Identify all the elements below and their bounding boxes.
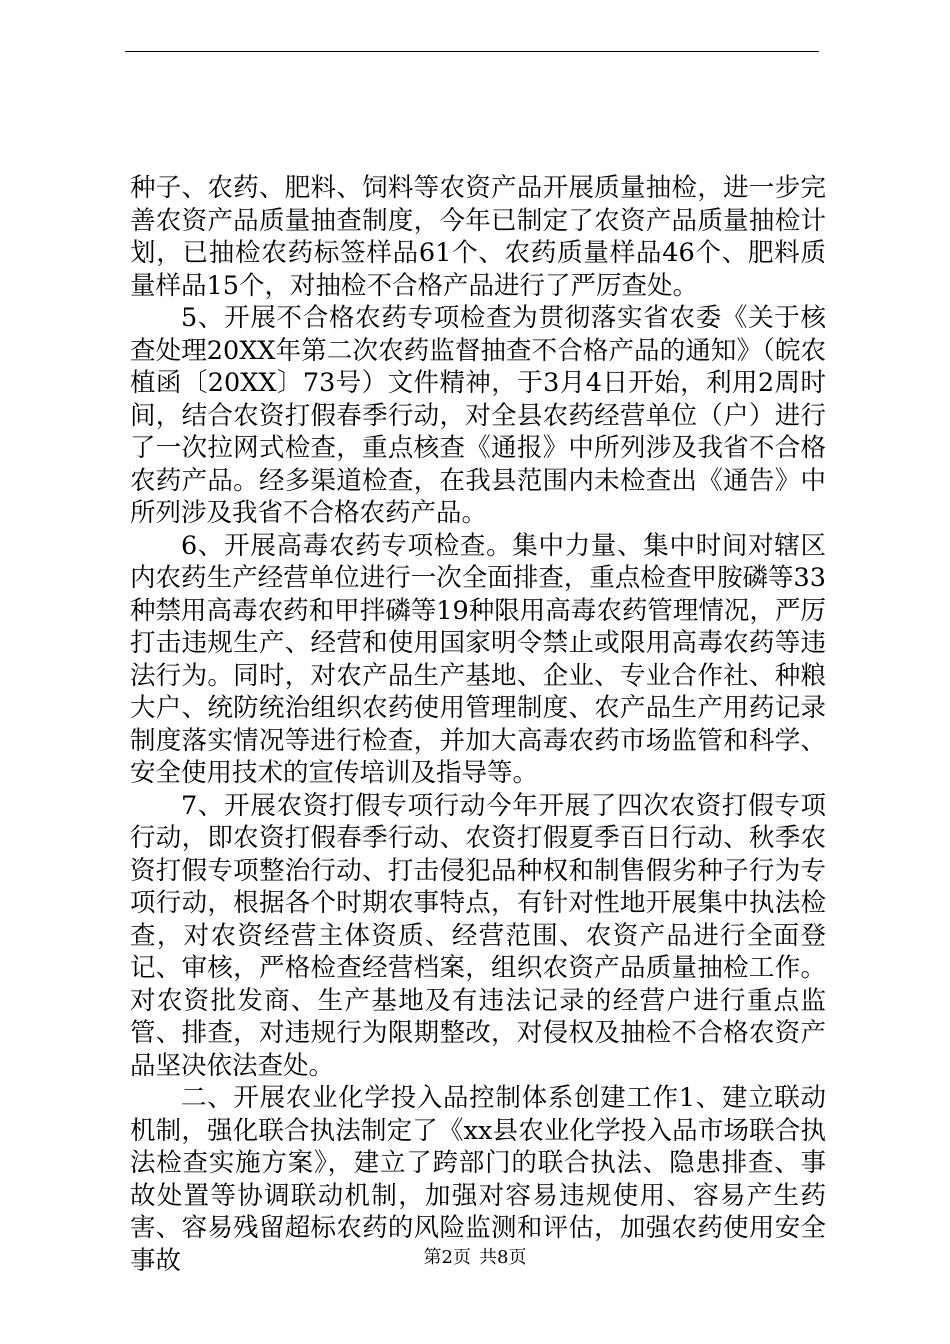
paragraph-continuation: 种子、农药、肥料、饲料等农资产品开展质量抽检，进一步完善农资产品质量抽查制度，今年已制定了农资产品质量抽检计划，已抽检农药标签样品61个、农药质量样品46个、肥料质量样品15个，对抽检不合格产品进行了严厉查处。 [130,173,826,301]
page-total: 共8页 [479,1247,527,1268]
paragraph-item-6: 6、开展高毒农药专项检查。集中力量、集中时间对辖区内农药生产经营单位进行一次全面排查，重点检查甲胺磷等33种禁用高毒农药和甲拌磷等19种限用高毒农药管理情况，严厉打击违规生产、经营和使用国家明令禁止或限用高毒农药等违法行为。同时，对农产品生产基地、企业、专业合作社、种粮大户、统防统治组织农药使用管理制度、农产品生产用药记录制度落实情况等进行检查，并加大高毒农药市场监管和科学、安全使用技术的宣传培训及指导等。 [130,530,826,788]
paragraph-item-5: 5、开展不合格农药专项检查为贯彻落实省农委《关于核查处理20XX年第二次农药监督抽查不合格产品的通知》（皖农植函〔20XX〕73号）文件精神，于3月4日开始，利用2周时间，结合农资打假春季行动，对全县农药经营单位（户）进行了一次拉网式检查，重点核查《通报》中所列涉及我省不合格农药产品。经多渠道检查，在我县范围内未检查出《通告》中所列涉及我省不合格农药产品。 [130,303,826,528]
document-body [130,172,826,1277]
paragraph-section-2: 二、开展农业化学投入品控制体系创建工作1、建立联动机制，强化联合执法制定了《xx县农业化学投入品市场联合执法检查实施方案》，建立了跨部门的联合执法、隐患排查、事故处置等协调联动机制，加强对容易违规使用、容易产生药害、容易残留超标农药的风险监测和评估，加强农药使用安全事故 [130,1083,826,1276]
page-footer [0,1246,950,1270]
header-divider [125,51,819,52]
paragraph-item-7: 7、开展农资打假专项行动今年开展了四次农资打假专项行动，即农资打假春季行动、农资打假夏季百日行动、秋季农资打假专项整治行动、打击侵犯品种权和制售假劣种子行为专项行动，根据各个时期农事特点，有针对性地开展集中执法检查，对农资经营主体资质、经营范围、农资产品进行全面登记、审核，严格检查经营档案，组织农资产品质量抽检工作。对农资批发商、生产基地及有违法记录的经营户进行重点监管、排查，对违规行为限期整改，对侵权及抽检不合格农资产品坚决依法查处。 [130,790,826,1081]
page-number: 第2页 [423,1247,471,1268]
